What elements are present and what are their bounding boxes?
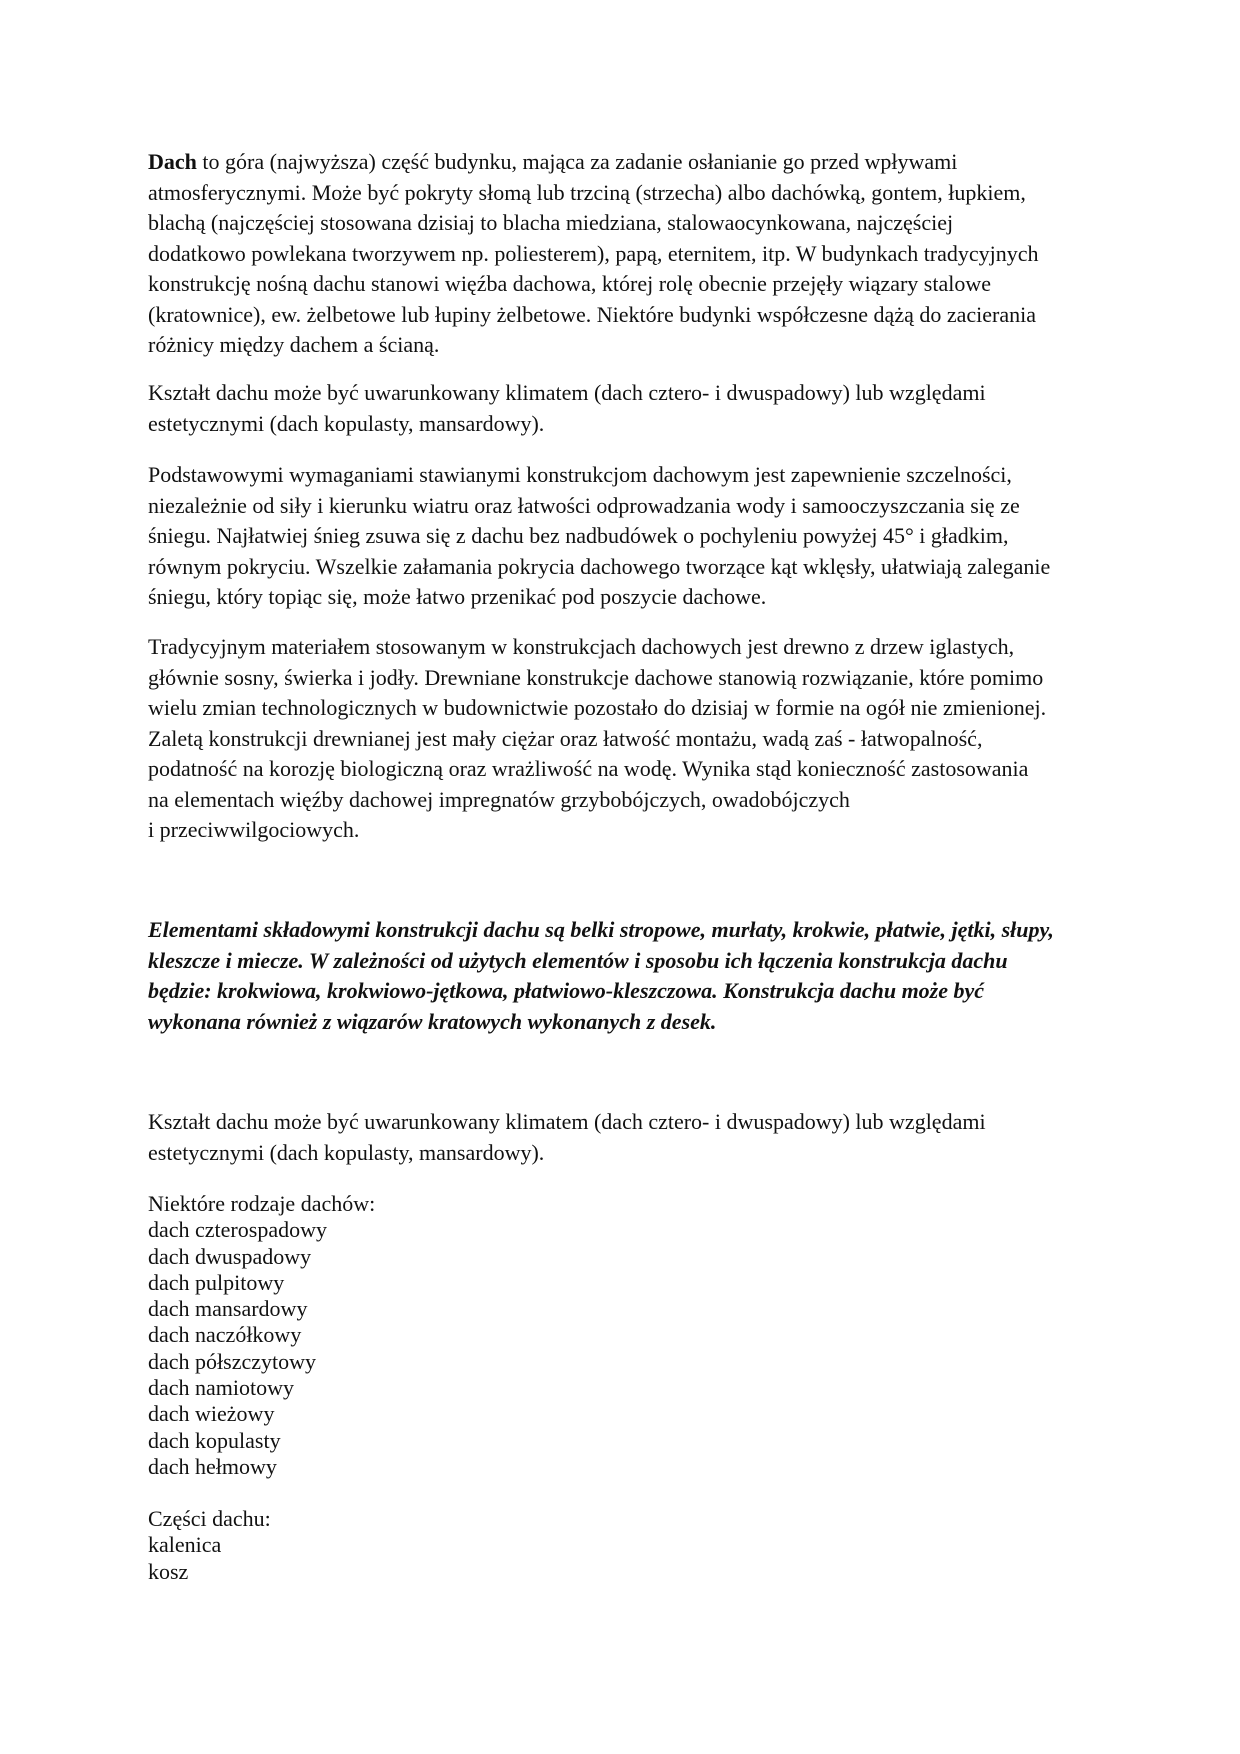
text-line: Tradycyjnym materiałem stosowanym w konstrukcjach dachowych jest drewno z drzew iglastych, [148,634,1015,659]
text-line: równym pokryciu. Wszelkie załamania pokrycia dachowego tworzące kąt wklęsły, ułatwiają zaleganie [148,553,1051,579]
text-line: konstrukcję nośną dachu stanowi więźba dachowa, której rolę obecnie przejęły wiązary stalowe [148,271,992,296]
paragraph-roof-shape-repeat [148,1107,986,1168]
text-line: (kratownice), ew. żelbetowe lub łupiny żelbetowe. Niektóre budynki współczesne dążą do zacierania [148,301,1036,327]
text-line: kleszcze i miecze. W zależności od użytych elementów i sposobu ich łączenia konstrukcja dachu [148,947,1008,973]
list-item: dach półszczytowy [148,1348,316,1374]
text-line: Elementami składowymi konstrukcji dachu są belki stropowe, murłaty, krokwie, płatwie, jętki, słupy, [148,917,1054,942]
list-item: dach hełmowy [148,1453,277,1479]
list-item: kalenica [148,1532,222,1558]
text-line: Kształt dachu może być uwarunkowany klimatem (dach cztero- i dwuspadowy) lub względami [148,380,986,405]
text-line: Kształt dachu może być uwarunkowany klimatem (dach cztero- i dwuspadowy) lub względami [148,1109,986,1134]
text-line: śniegu, który topiąc się, może łatwo przenikać pod poszycie dachowe. [148,584,767,609]
list-item: dach czterospadowy [148,1217,327,1243]
list-item: kosz [148,1558,189,1584]
text-line: atmosferycznymi. Może być pokryty słomą lub trzciną (strzecha) albo dachówką, gontem, łupkiem, [148,179,1026,205]
list-heading: Niektóre rodzaje dachów: [148,1191,376,1216]
paragraph-roof-definition [148,147,1039,361]
text-line [148,147,1039,178]
term-dach: Dach [148,149,197,174]
text-line: niezależnie od siły i kierunku wiatru oraz łatwości odprowadzania wody i samooczyszczania się ze [148,492,1020,518]
list-item: dach dwuspadowy [148,1243,312,1269]
text-line: dodatkowo powlekana tworzywem np. poliesterem), papą, eternitem, itp. W budynkach tradycyjnych [148,240,1039,266]
text-line: różnicy między dachem a ścianą. [148,332,440,357]
text-line: śniegu. Najłatwiej śnieg zsuwa się z dachu bez nadbudówek o pochyleniu powyżej 45° i gładkim, [148,523,1009,548]
paragraph-materials [148,632,1046,846]
list-item: dach pulpitowy [148,1269,285,1295]
text-line: będzie: krokwiowa, krokwiowo-jętkowa, płatwiowo-kleszczowa. Konstrukcja dachu może być [148,978,985,1003]
list-item: dach namiotowy [148,1375,295,1401]
paragraph-requirements [148,460,1050,613]
text-line: głównie sosny, świerka i jodły. Drewniane konstrukcje dachowe stanowią rozwiązanie, które pomimo [148,664,1044,690]
paragraph-roof-shape [148,378,986,439]
text-line: wykonana również z wiązarów kratowych wykonanych z desek. [148,1008,717,1034]
list-item: dach kopulasty [148,1427,281,1453]
text-line: estetycznymi (dach kopulasty, mansardowy). [148,410,545,436]
paragraph-structural-elements [148,915,1054,1037]
text-line: podatność na korozję biologiczną oraz wrażliwość na wodę. Wynika stąd konieczność zastosowania [148,756,1029,781]
text-line: na elementach więźby dachowej impregnatów grzybobójczych, owadobójczych [148,786,850,812]
text-fragment: to góra (najwyższa) część budynku, mająca za zadanie osłanianie go przed wpływami [196,149,958,174]
list-item: dach mansardowy [148,1296,308,1322]
text-line: wielu zmian technologicznych w budownictwie pozostało do dzisiaj w formie na ogół nie zmienionej. [148,695,1047,720]
text-line: i przeciwwilgociowych. [148,817,360,842]
text-line: estetycznymi (dach kopulasty, mansardowy). [148,1139,545,1165]
roof-parts-list [148,1506,271,1585]
text-line: Podstawowymi wymaganiami stawianymi konstrukcjom dachowym jest zapewnienie szczelności, [148,462,1012,487]
list-item: dach naczółkowy [148,1322,302,1348]
list-item: dach wieżowy [148,1401,275,1427]
text-line: blachą (najczęściej stosowana dzisiaj to blacha miedziana, stalowaocynkowana, najczęściej [148,210,954,235]
list-heading: Części dachu: [148,1506,271,1531]
roof-types-list [148,1191,375,1480]
text-line: Zaletą konstrukcji drewnianej jest mały ciężar oraz łatwość montażu, wadą zaś - łatwopalność, [148,725,983,751]
